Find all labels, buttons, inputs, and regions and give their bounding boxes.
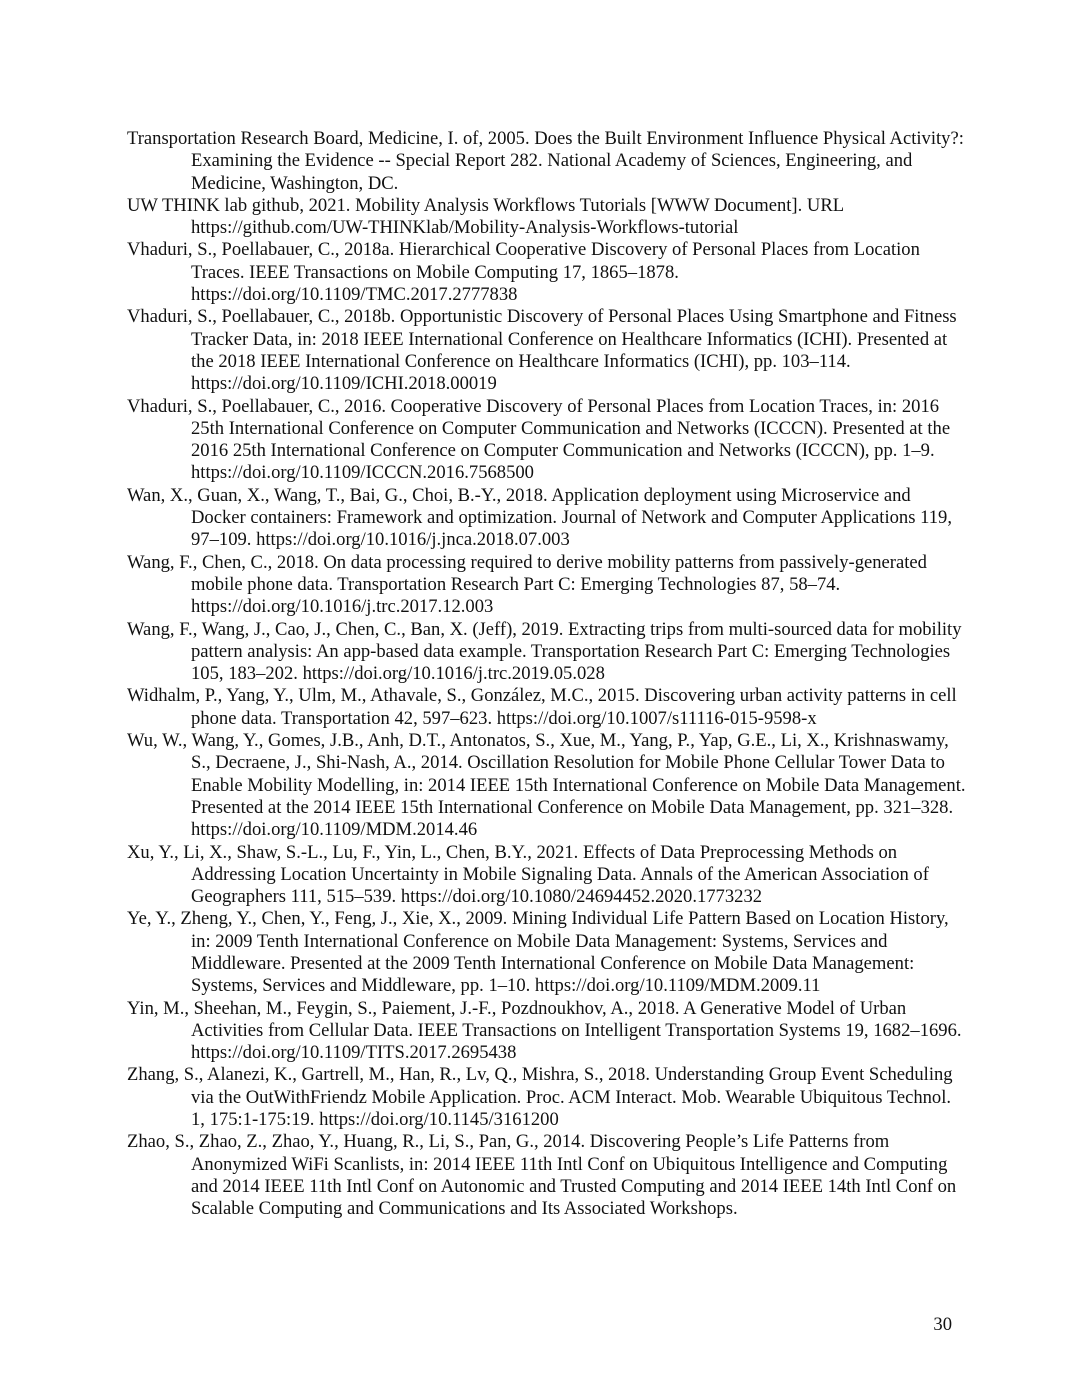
reference-entry: Widhalm, P., Yang, Y., Ulm, M., Athavale, S., González, M.C., 2015. Discovering urban activity patterns in cell phone data. Transportation 42, 597–623. https://doi.org/10.1007/s11116-015-9598-x — [127, 685, 957, 729]
reference-entry: Zhao, S., Zhao, Z., Zhao, Y., Huang, R., Li, S., Pan, G., 2014. Discovering People’s Life Patterns from Anonymized WiFi Scanlists, in: 2014 IEEE 11th Intl Conf on Ubiquitous Intelligence and Computing and 2014 IEEE 11th Intl Conf on Autonomic and Trusted Computing and 2014 IEEE 14th Intl Conf on Scalable Computing and Communications and Its Associated Workshops. — [127, 1131, 957, 1220]
reference-entry: Transportation Research Board, Medicine, I. of, 2005. Does the Built Environment Influence Physical Activity?: Examining the Evidence -- Special Report 282. National Academy of Sciences, Engineering, and Medicine, Washington, DC. — [127, 128, 964, 194]
reference-entry: Xu, Y., Li, X., Shaw, S.-L., Lu, F., Yin, L., Chen, B.Y., 2021. Effects of Data Preprocessing Methods on Addressing Location Uncertainty in Mobile Signaling Data. Annals of the American Association of Geographers 111, 515–539. https://doi.org/10.1080/24694452.2020.1773232 — [127, 841, 929, 908]
reference-entry: Yin, M., Sheehan, M., Feygin, S., Paiement, J.-F., Pozdnoukhov, A., 2018. A Generative Model of Urban Activities from Cellular Data. IEEE Transactions on Intelligent Transportation Systems 19, 1682–1696. https://doi.org/10.1109/TITS.2017.2695438 — [127, 997, 962, 1064]
reference-entry: UW THINK lab github, 2021. Mobility Analysis Workflows Tutorials [WWW Document]. URL https://github.com/UW-THINKlab/Mobility-Analysis-Workflows-tutorial — [127, 194, 844, 239]
page-number: 30 — [933, 1314, 952, 1335]
reference-list — [127, 128, 967, 1221]
reference-entry: Wu, W., Wang, Y., Gomes, J.B., Anh, D.T., Antonatos, S., Xue, M., Yang, P., Yap, G.E., Li, X., Krishnaswamy, S., Decraene, J., Shi-Nash, A., 2014. Oscillation Resolution for Mobile Phone Cellular Tower Data to Enable Mobility Modelling, in: 2014 IEEE 15th International Conference on Mobile Data Management. Presented at the 2014 IEEE 15th International Conference on Mobile Data Management, pp. 321–328. https://doi.org/10.1109/MDM.2014.46 — [127, 730, 966, 841]
reference-entry: Wang, F., Chen, C., 2018. On data processing required to derive mobility patterns from passively-generated mobile phone data. Transportation Research Part C: Emerging Technologies 87, 58–74. https://doi.org/10.1016/j.trc.2017.12.003 — [127, 551, 927, 618]
reference-entry: Wan, X., Guan, X., Wang, T., Bai, G., Choi, B.-Y., 2018. Application deployment using Microservice and Docker containers: Framework and optimization. Journal of Network and Computer Applications 119, 97–109. https://doi.org/10.1016/j.jnca.2018.07.003 — [127, 484, 952, 551]
reference-entry: Wang, F., Wang, J., Cao, J., Chen, C., Ban, X. (Jeff), 2019. Extracting trips from multi-sourced data for mobility pattern analysis: An app-based data example. Transportation Research Part C: Emerging Technologies 105, 183–202. https://doi.org/10.1016/j.trc.2019.05.028 — [127, 618, 962, 685]
reference-entry: Vhaduri, S., Poellabauer, C., 2018a. Hierarchical Cooperative Discovery of Personal Places from Location Traces. IEEE Transactions on Mobile Computing 17, 1865–1878. https://doi.org/10.1109/TMC.2017.2777838 — [127, 239, 920, 306]
reference-entry: Vhaduri, S., Poellabauer, C., 2018b. Opportunistic Discovery of Personal Places Using Smartphone and Fitness Tracker Data, in: 2018 IEEE International Conference on Healthcare Informatics (ICHI). Presented at the 2018 IEEE International Conference on Healthcare Informatics (ICHI), pp. 103–114. https://doi.org/10.1109/ICHI.2018.00019 — [127, 306, 957, 395]
reference-entry: Vhaduri, S., Poellabauer, C., 2016. Cooperative Discovery of Personal Places from Location Traces, in: 2016 25th International Conference on Computer Communication and Networks (ICCCN). Presented at the 2016 25th International Conference on Computer Communication and Networks (ICCCN), pp. 1–9. https://doi.org/10.1109/ICCCN.2016.7568500 — [127, 395, 951, 484]
reference-entry: Ye, Y., Zheng, Y., Chen, Y., Feng, J., Xie, X., 2009. Mining Individual Life Pattern Based on Location History, in: 2009 Tenth International Conference on Mobile Data Management: Systems, Services and Middleware. Presented at the 2009 Tenth International Conference on Mobile Data Management: Systems, Services and Middleware, pp. 1–10. https://doi.org/10.1109/MDM.2009.11 — [127, 908, 949, 997]
reference-entry: Zhang, S., Alanezi, K., Gartrell, M., Han, R., Lv, Q., Mishra, S., 2018. Understanding Group Event Scheduling via the OutWithFriendz Mobile Application. Proc. ACM Interact. Mob. Wearable Ubiquitous Technol. 1, 175:1-175:19. https://doi.org/10.1145/3161200 — [127, 1064, 953, 1131]
